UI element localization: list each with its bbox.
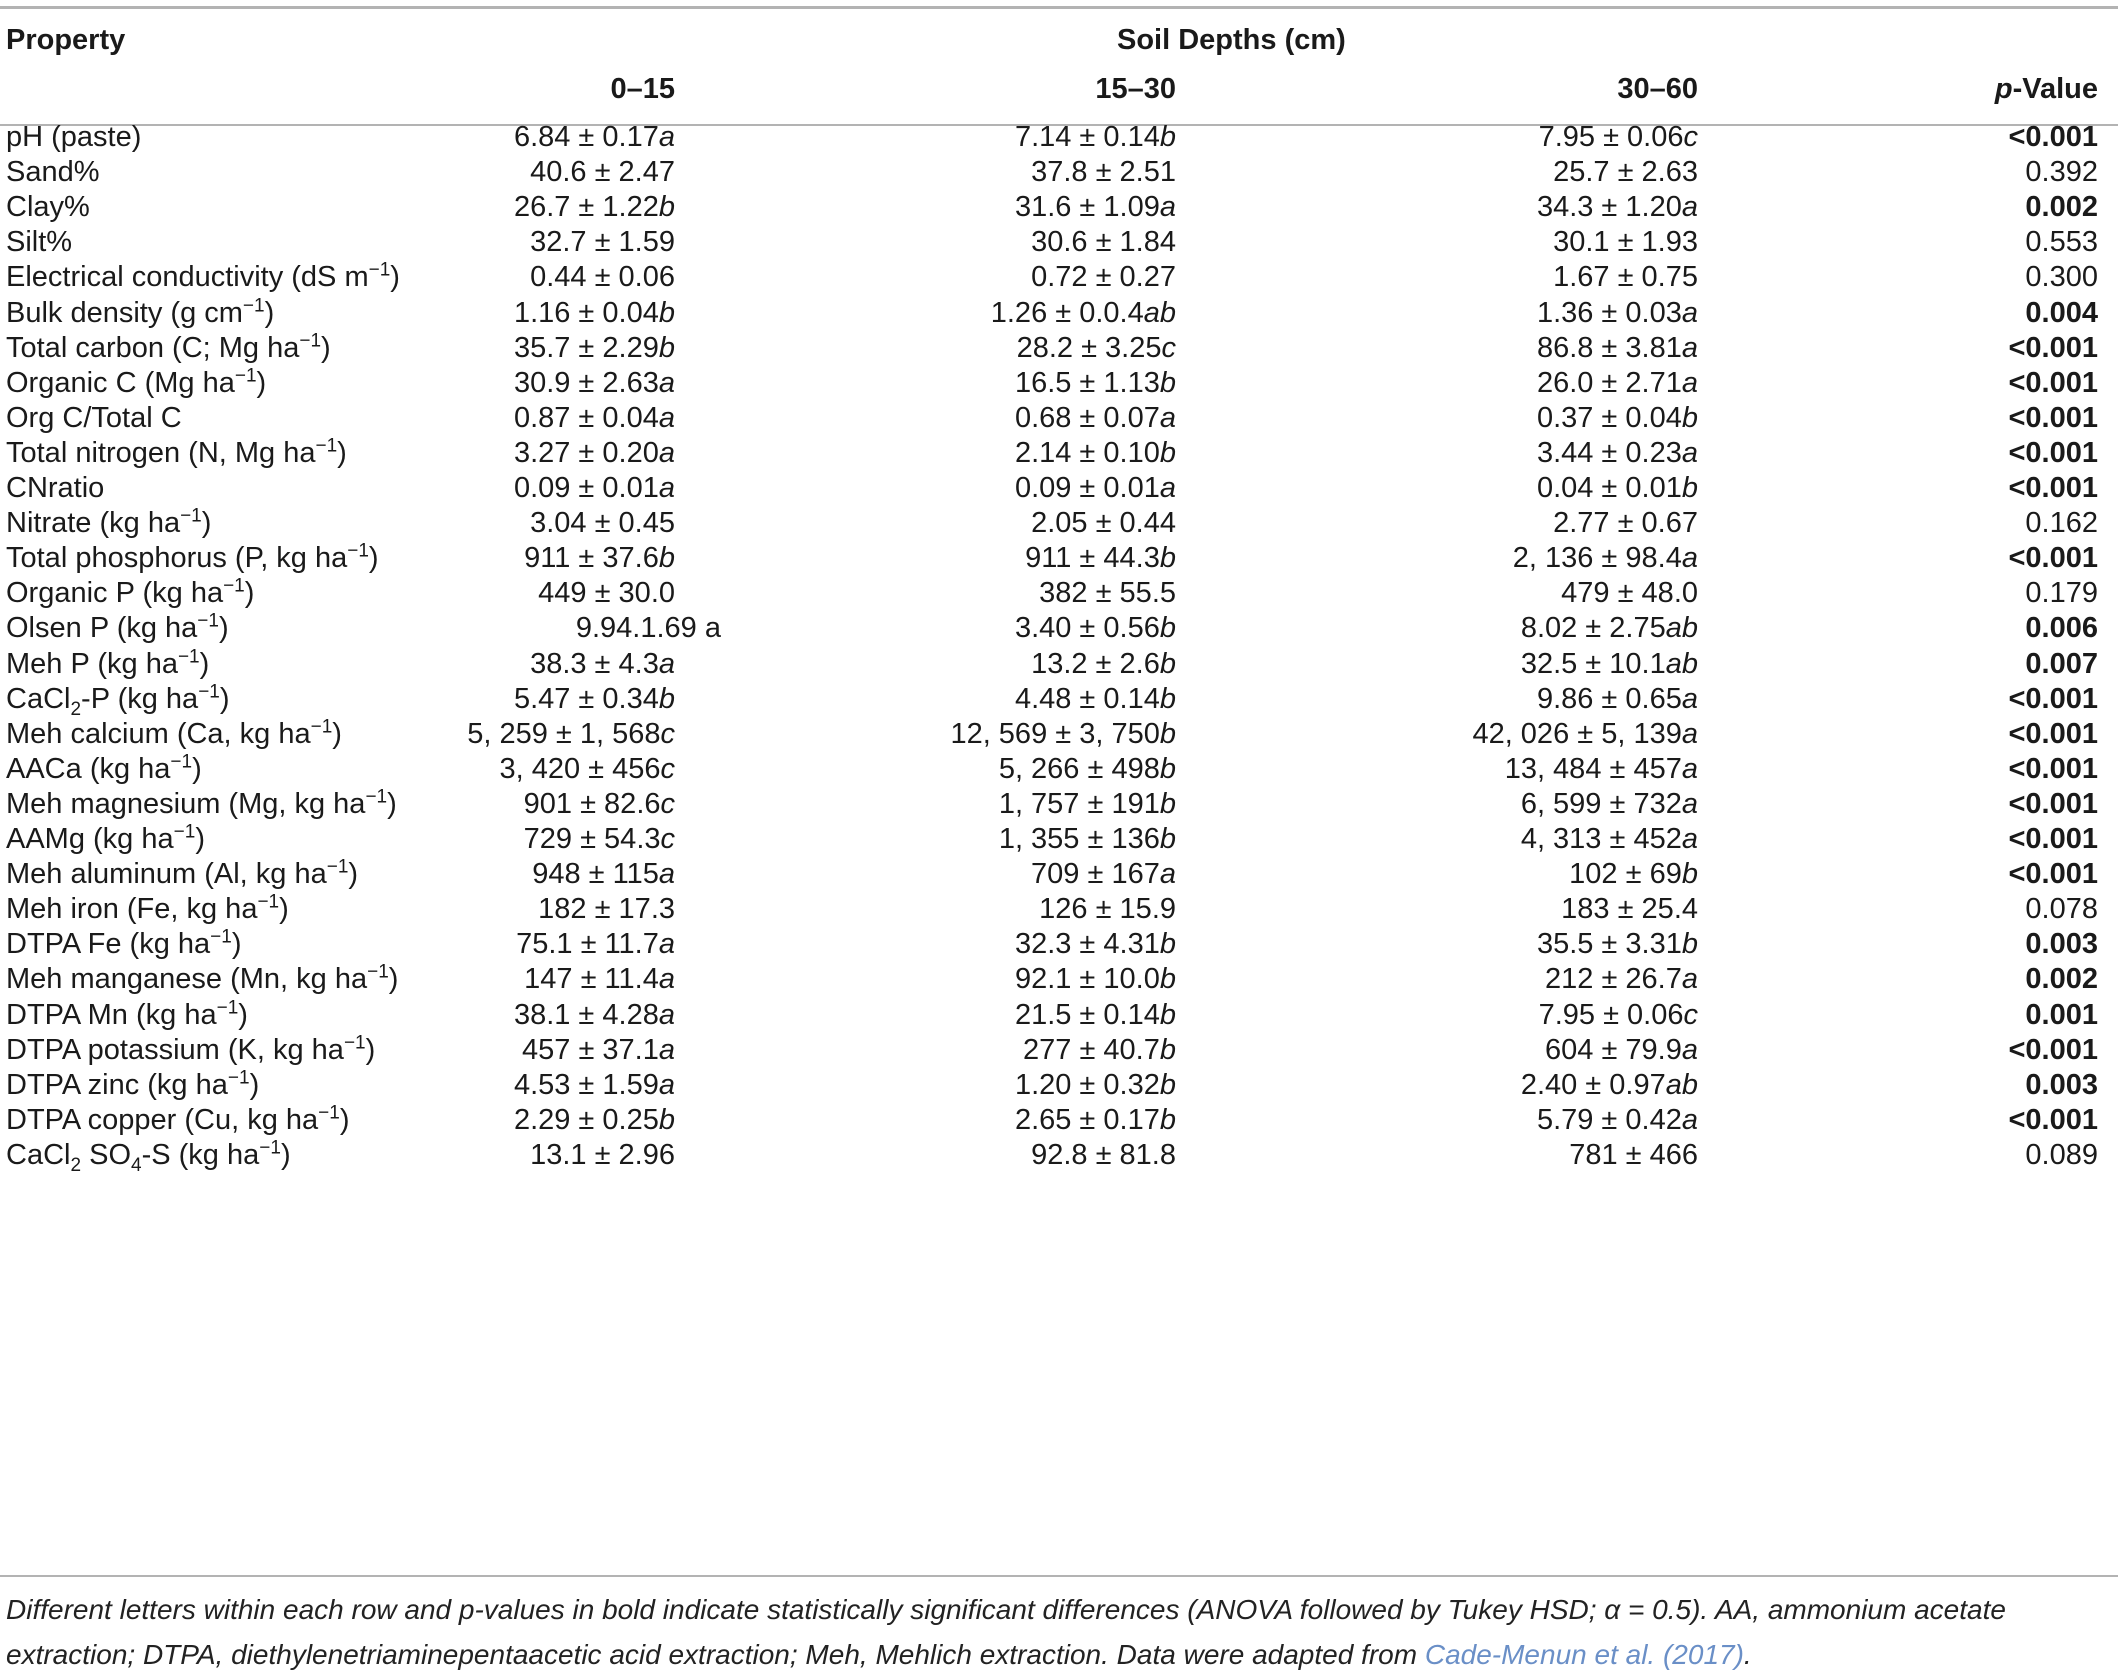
- value-mean-se: 0.72 ± 0.27: [1031, 261, 1176, 293]
- significance-letter: c: [660, 788, 675, 820]
- footnote-end: .: [1743, 1639, 1752, 1670]
- property-name-part: ): [201, 507, 212, 539]
- p-value: <0.001: [2008, 402, 2098, 434]
- p-value: <0.001: [2008, 718, 2098, 750]
- value-mean-se: 13, 484 ± 457: [1504, 753, 1682, 785]
- value-mean-se: 5.47 ± 0.34: [513, 683, 659, 715]
- value-cell: [1569, 1132, 1698, 1179]
- value-mean-se: 1.26 ± 0.0.4: [990, 297, 1144, 329]
- value-mean-se: 277 ± 40.7: [1023, 1034, 1160, 1066]
- significance-letter: b: [1681, 858, 1698, 890]
- property-name-part: −1: [227, 1067, 250, 1089]
- value-mean-se: 6, 599 ± 732: [1520, 788, 1682, 820]
- value-mean-se: 31.6 ± 1.09: [1014, 191, 1160, 223]
- value-mean-se: 12, 569 ± 3, 750: [950, 718, 1160, 750]
- value-mean-se: 6.84 ± 0.17: [513, 121, 659, 153]
- property-name-part: Meh manganese (Mn, kg ha: [6, 963, 368, 995]
- significance-letter: ab: [1665, 648, 1698, 680]
- value-mean-se: 457 ± 37.1: [522, 1034, 659, 1066]
- value-mean-se: 25.7 ± 2.63: [1553, 156, 1698, 188]
- value-mean-se: 2.14 ± 0.10: [1014, 437, 1160, 469]
- value-mean-se: 30.9 ± 2.63: [513, 367, 659, 399]
- property-name-part: Organic P (kg ha: [6, 577, 224, 609]
- bottom-rule: [0, 1575, 2118, 1577]
- significance-letter: b: [1159, 718, 1176, 750]
- value-mean-se: 2.65 ± 0.17: [1014, 1104, 1160, 1136]
- significance-letter: a: [658, 121, 675, 153]
- property-name-part: −1: [367, 961, 389, 983]
- property-name-part: Silt%: [6, 226, 73, 258]
- p-value: 0.004: [2025, 297, 2098, 329]
- property-name-part: ): [387, 788, 397, 820]
- value-mean-se: 35.7 ± 2.29: [513, 332, 659, 364]
- property-name-part: CaCl: [6, 1139, 71, 1171]
- significance-letter: a: [1159, 191, 1176, 223]
- value-cell: [530, 1132, 675, 1179]
- property-name-part: −1: [210, 926, 232, 948]
- property-name-part: −1: [197, 610, 219, 632]
- value-mean-se: 4, 313 ± 452: [1520, 823, 1682, 855]
- significance-letter: b: [1159, 1034, 1176, 1066]
- header-p-value: [1995, 66, 2098, 113]
- property-name-part: ): [219, 683, 230, 715]
- significance-letter: b: [1159, 753, 1176, 785]
- value-mean-se: 126 ± 15.9: [1039, 893, 1176, 925]
- property-name-part: ): [348, 858, 359, 890]
- property-name-part: −1: [173, 821, 196, 843]
- p-value: 0.553: [2025, 226, 2098, 258]
- property-name-part: −1: [177, 646, 200, 668]
- property-name-part: Total carbon (C; Mg ha: [6, 332, 300, 364]
- significance-letter: a: [658, 648, 675, 680]
- significance-letter: a: [1159, 858, 1176, 890]
- value-mean-se: 28.2 ± 3.25: [1016, 332, 1162, 364]
- property-name-part: ): [368, 542, 379, 574]
- value-mean-se: 183 ± 25.4: [1561, 893, 1698, 925]
- significance-letter: b: [658, 542, 675, 574]
- value-mean-se: 911 ± 44.3: [1025, 542, 1160, 574]
- value-mean-se: 1, 355 ± 136: [998, 823, 1160, 855]
- significance-letter: b: [1159, 928, 1176, 960]
- property-name-part: ): [279, 893, 289, 925]
- property-name-part: −1: [347, 540, 369, 562]
- property-name-part: −1: [223, 575, 245, 597]
- property-name-part: Total nitrogen (N, Mg ha: [6, 437, 316, 469]
- property-name-part: pH (paste): [6, 121, 142, 153]
- value-mean-se: 37.8 ± 2.51: [1031, 156, 1176, 188]
- value-mean-se: 38.3 ± 4.3: [530, 648, 659, 680]
- value-mean-se: 32.7 ± 1.59: [530, 226, 675, 258]
- property-name-part: ): [365, 1034, 376, 1066]
- value-mean-se: 7.14 ± 0.14: [1014, 121, 1160, 153]
- significance-letter: b: [1159, 367, 1176, 399]
- property-name-part: −1: [257, 891, 280, 913]
- p-value: 0.089: [2025, 1139, 2098, 1171]
- value-mean-se: 5, 266 ± 498: [998, 753, 1160, 785]
- property-name-part: Total phosphorus (P, kg ha: [6, 542, 348, 574]
- value-mean-se: 38.1 ± 4.28: [513, 999, 659, 1031]
- property-name-part: Meh calcium (Ca, kg ha: [6, 718, 311, 750]
- property-name-part: Meh P (kg ha: [6, 648, 178, 680]
- value-mean-se: 32.3 ± 4.31: [1014, 928, 1160, 960]
- value-mean-se: 7.95 ± 0.06: [1538, 999, 1684, 1031]
- p-value: 0.003: [2025, 1069, 2098, 1101]
- header-p-rest: -Value: [2012, 73, 2098, 105]
- significance-letter: b: [1159, 542, 1176, 574]
- value-mean-se: 0.44 ± 0.06: [530, 261, 675, 293]
- value-mean-se: 13.1 ± 2.96: [530, 1139, 675, 1171]
- value-mean-se: 3.04 ± 0.45: [530, 507, 675, 539]
- p-value: 0.300: [2025, 261, 2098, 293]
- significance-letter: a: [658, 999, 675, 1031]
- citation-link[interactable]: Cade-Menun et al. (2017): [1424, 1639, 1744, 1670]
- value-mean-se: 30.6 ± 1.84: [1031, 226, 1176, 258]
- value-mean-se: 729 ± 54.3: [523, 823, 661, 855]
- property-name-part: Org C/Total C: [6, 402, 182, 434]
- value-mean-se: 0.04 ± 0.01: [1536, 472, 1682, 504]
- p-value: <0.001: [2008, 1104, 2098, 1136]
- significance-letter: a: [658, 1034, 675, 1066]
- property-name-part: DTPA potassium (K, kg ha: [6, 1034, 344, 1066]
- value-mean-se: 40.6 ± 2.47: [530, 156, 675, 188]
- property-name-part: −1: [234, 365, 257, 387]
- property-name-part: −1: [259, 1137, 281, 1159]
- significance-letter: b: [1159, 437, 1176, 469]
- property-name-part: DTPA copper (Cu, kg ha: [6, 1104, 319, 1136]
- significance-letter: b: [1681, 472, 1698, 504]
- significance-letter: c: [660, 753, 675, 785]
- property-name-part: −1: [242, 295, 265, 317]
- property-name-part: AAMg (kg ha: [6, 823, 174, 855]
- significance-letter: a: [1681, 1104, 1698, 1136]
- p-value: <0.001: [2008, 332, 2098, 364]
- property-name-part: 4: [131, 1154, 142, 1176]
- header-depth-30-60: 30–60: [1617, 73, 1698, 105]
- property-name: [6, 1132, 291, 1179]
- property-name-part: −1: [299, 330, 322, 352]
- value-mean-se: 30.1 ± 1.93: [1553, 226, 1698, 258]
- value-mean-se: 16.5 ± 1.13: [1014, 367, 1160, 399]
- significance-letter: b: [1159, 612, 1176, 644]
- property-name-part: Clay%: [6, 191, 90, 223]
- value-mean-se: 75.1 ± 11.7: [516, 928, 659, 960]
- significance-letter: a: [1681, 718, 1698, 750]
- value-mean-se: 9.86 ± 0.65: [1536, 683, 1682, 715]
- property-name-part: −1: [326, 856, 349, 878]
- property-name-part: SO: [81, 1139, 132, 1171]
- value-mean-se: 5.79 ± 0.42: [1536, 1104, 1682, 1136]
- footnote-text: Different letters within each row and p-values in bold indicate statistically significant differences (ANOVA followed by Tukey HSD; α = 0.5). AA, ammonium acetate extraction; DTPA, diethylenetriaminepentaacetic acid extraction; Meh, Mehlich extraction. Data were adapted from: [6, 1594, 2006, 1670]
- value-mean-se: 102 ± 69: [1569, 858, 1682, 890]
- p-value: <0.001: [2008, 788, 2098, 820]
- significance-letter: a: [1681, 332, 1698, 364]
- value-mean-se: 901 ± 82.6: [523, 788, 661, 820]
- property-name-part: ): [238, 999, 248, 1031]
- value-mean-se: 147 ± 11.4: [524, 963, 659, 995]
- p-value: 0.003: [2025, 928, 2098, 960]
- property-name-part: ): [280, 1139, 291, 1171]
- property-name-part: ): [249, 1069, 260, 1101]
- significance-letter: b: [1159, 121, 1176, 153]
- property-name-part: 2: [70, 1154, 82, 1176]
- value-mean-se: 86.8 ± 3.81: [1536, 332, 1682, 364]
- value-mean-se: 21.5 ± 0.14: [1014, 999, 1160, 1031]
- p-value: <0.001: [2008, 753, 2098, 785]
- significance-letter: a: [1681, 788, 1698, 820]
- property-name-part: Olsen P (kg ha: [6, 612, 198, 644]
- property-name-part: −1: [368, 259, 391, 281]
- significance-letter: b: [1159, 683, 1176, 715]
- value-mean-se: 709 ± 167: [1031, 858, 1160, 890]
- value-mean-se: 2.29 ± 0.25: [513, 1104, 659, 1136]
- property-name-part: −1: [318, 1102, 340, 1124]
- value-mean-se: 1.20 ± 0.32: [1014, 1069, 1160, 1101]
- header-property: Property: [6, 24, 126, 56]
- significance-letter: a: [658, 1069, 675, 1101]
- significance-letter: a: [1159, 402, 1176, 434]
- value-mean-se: 781 ± 466: [1569, 1139, 1698, 1171]
- value-mean-se: 0.37 ± 0.04: [1536, 402, 1682, 434]
- value-mean-se: 911 ± 37.6: [524, 542, 659, 574]
- significance-letter: c: [1683, 999, 1698, 1031]
- property-name-part: -S (kg ha: [141, 1139, 260, 1171]
- property-name-part: Organic C (Mg ha: [6, 367, 235, 399]
- p-value: 0.002: [2025, 963, 2098, 995]
- p-value: <0.001: [2008, 367, 2098, 399]
- value-mean-se: 3.27 ± 0.20: [513, 437, 659, 469]
- property-name-part: ): [321, 332, 331, 364]
- value-mean-se: 0.68 ± 0.07: [1014, 402, 1160, 434]
- significance-letter: b: [658, 297, 675, 329]
- value-mean-se: 2.05 ± 0.44: [1031, 507, 1176, 539]
- property-name-part: ): [337, 437, 347, 469]
- significance-letter: a: [1159, 472, 1176, 504]
- significance-letter: b: [1159, 999, 1176, 1031]
- property-name-part: ): [332, 718, 342, 750]
- property-name-part: CaCl: [6, 683, 71, 715]
- value-mean-se: 1.16 ± 0.04: [513, 297, 659, 329]
- value-mean-se: 449 ± 30.0: [538, 577, 675, 609]
- property-name-part: −1: [198, 681, 220, 703]
- p-value: 0.006: [2025, 612, 2098, 644]
- property-name-part: 2: [70, 698, 82, 720]
- value-mean-se: 13.2 ± 2.6: [1031, 648, 1160, 680]
- property-name-part: DTPA Fe (kg ha: [6, 928, 211, 960]
- significance-letter: c: [660, 718, 675, 750]
- value-mean-se: 182 ± 17.3: [538, 893, 675, 925]
- property-name-part: ): [339, 1104, 350, 1136]
- p-value: 0.002: [2025, 191, 2098, 223]
- value-mean-se: 35.5 ± 3.31: [1536, 928, 1682, 960]
- property-name-part: DTPA zinc (kg ha: [6, 1069, 228, 1101]
- value-mean-se: 2.40 ± 0.97: [1520, 1069, 1666, 1101]
- property-name-part: -P (kg ha: [81, 683, 199, 715]
- value-mean-se: 92.8 ± 81.8: [1031, 1139, 1176, 1171]
- value-mean-se: 479 ± 48.0: [1561, 577, 1698, 609]
- significance-letter: a: [658, 928, 675, 960]
- property-name-part: ): [388, 963, 399, 995]
- value-mean-se: 604 ± 79.9: [1545, 1034, 1682, 1066]
- value-mean-se: 0.09 ± 0.01: [513, 472, 659, 504]
- property-name-part: −1: [315, 435, 338, 457]
- value-mean-se: 9.94.1.69 a: [575, 612, 721, 644]
- significance-letter: a: [658, 963, 675, 995]
- significance-letter: b: [1159, 823, 1176, 855]
- value-mean-se: 7.95 ± 0.06: [1538, 121, 1684, 153]
- p-value: 0.179: [2025, 577, 2098, 609]
- p-value: <0.001: [2008, 683, 2098, 715]
- significance-letter: b: [1681, 402, 1698, 434]
- header-depth-15-30: 15–30: [1095, 73, 1176, 105]
- value-mean-se: 1.36 ± 0.03: [1536, 297, 1682, 329]
- p-value: 0.078: [2025, 893, 2098, 925]
- value-mean-se: 382 ± 55.5: [1039, 577, 1176, 609]
- significance-letter: a: [1681, 367, 1698, 399]
- property-name-part: Meh iron (Fe, kg ha: [6, 893, 258, 925]
- property-name-part: ): [231, 928, 242, 960]
- property-name-part: Nitrate (kg ha: [6, 507, 181, 539]
- significance-letter: b: [1159, 1069, 1176, 1101]
- property-name-part: ): [264, 297, 275, 329]
- significance-letter: a: [1681, 437, 1698, 469]
- significance-letter: a: [658, 472, 675, 504]
- value-mean-se: 1.67 ± 0.75: [1553, 261, 1698, 293]
- property-name-part: ): [244, 577, 255, 609]
- value-mean-se: 4.48 ± 0.14: [1014, 683, 1160, 715]
- significance-letter: a: [658, 367, 675, 399]
- value-mean-se: 5, 259 ± 1, 568: [467, 718, 661, 750]
- property-name-part: −1: [180, 505, 202, 527]
- value-mean-se: 32.5 ± 10.1: [1520, 648, 1666, 680]
- significance-letter: b: [658, 683, 675, 715]
- property-name-part: ): [218, 612, 229, 644]
- property-name-part: ): [195, 823, 205, 855]
- property-name-part: Electrical conductivity (dS m: [6, 261, 369, 293]
- significance-letter: c: [1683, 121, 1698, 153]
- property-name-part: ): [192, 753, 202, 785]
- significance-letter: ab: [1143, 297, 1176, 329]
- significance-letter: a: [658, 402, 675, 434]
- significance-letter: a: [1681, 823, 1698, 855]
- value-mean-se: 2.77 ± 0.67: [1553, 507, 1698, 539]
- property-name-part: −1: [310, 716, 333, 738]
- value-mean-se: 4.53 ± 1.59: [513, 1069, 659, 1101]
- significance-letter: a: [1681, 191, 1698, 223]
- header-depth-0-15: 0–15: [610, 73, 675, 105]
- property-name-part: Bulk density (g cm: [6, 297, 243, 329]
- p-value: 0.001: [2025, 999, 2098, 1031]
- property-name-part: Sand%: [6, 156, 100, 188]
- value-mean-se: 8.02 ± 2.75: [1520, 612, 1666, 644]
- value-mean-se: 3.40 ± 0.56: [1014, 612, 1160, 644]
- significance-letter: a: [1681, 963, 1698, 995]
- property-name-part: ): [199, 648, 210, 680]
- significance-letter: b: [658, 1104, 675, 1136]
- significance-letter: c: [660, 823, 675, 855]
- p-value: <0.001: [2008, 121, 2098, 153]
- significance-letter: b: [1159, 788, 1176, 820]
- property-name-part: AACa (kg ha: [6, 753, 171, 785]
- value-mean-se: 948 ± 115: [532, 858, 659, 890]
- p-value: <0.001: [2008, 858, 2098, 890]
- table-footnote: [6, 1587, 2110, 1677]
- significance-letter: a: [1681, 542, 1698, 574]
- significance-letter: b: [658, 191, 675, 223]
- p-value: <0.001: [2008, 472, 2098, 504]
- value-mean-se: 3.44 ± 0.23: [1536, 437, 1682, 469]
- value-mean-se: 26.7 ± 1.22: [513, 191, 659, 223]
- value-mean-se: 212 ± 26.7: [1545, 963, 1682, 995]
- p-value: <0.001: [2008, 437, 2098, 469]
- p-value: 0.392: [2025, 156, 2098, 188]
- property-name-part: Meh aluminum (Al, kg ha: [6, 858, 327, 890]
- p-value: 0.007: [2025, 648, 2098, 680]
- value-mean-se: 2, 136 ± 98.4: [1512, 542, 1682, 574]
- property-name-part: −1: [216, 997, 239, 1019]
- significance-letter: b: [658, 332, 675, 364]
- value-mean-se: 1, 757 ± 191: [998, 788, 1160, 820]
- significance-letter: b: [1681, 928, 1698, 960]
- significance-letter: a: [658, 858, 675, 890]
- top-rule: [0, 6, 2118, 9]
- property-name-part: Meh magnesium (Mg, kg ha: [6, 788, 366, 820]
- value-cell: [1031, 1132, 1176, 1179]
- property-name-part: −1: [365, 786, 388, 808]
- p-value: <0.001: [2008, 542, 2098, 574]
- value-mean-se: 92.1 ± 10.0: [1014, 963, 1160, 995]
- p-value: <0.001: [2008, 823, 2098, 855]
- property-name-part: CNratio: [6, 472, 105, 504]
- significance-letter: b: [1159, 963, 1176, 995]
- value-mean-se: 42, 026 ± 5, 139: [1472, 718, 1682, 750]
- value-mean-se: 34.3 ± 1.20: [1536, 191, 1682, 223]
- value-mean-se: 0.87 ± 0.04: [513, 402, 659, 434]
- property-name-part: ): [256, 367, 267, 399]
- significance-letter: a: [1681, 1034, 1698, 1066]
- significance-letter: a: [1681, 753, 1698, 785]
- significance-letter: ab: [1665, 1069, 1698, 1101]
- value-mean-se: 0.09 ± 0.01: [1014, 472, 1160, 504]
- value-mean-se: 26.0 ± 2.71: [1536, 367, 1682, 399]
- significance-letter: a: [1681, 297, 1698, 329]
- p-value: 0.162: [2025, 507, 2098, 539]
- p-value: <0.001: [2008, 1034, 2098, 1066]
- significance-letter: ab: [1665, 612, 1698, 644]
- significance-letter: a: [1681, 683, 1698, 715]
- property-name-part: ): [390, 261, 400, 293]
- value-mean-se: 3, 420 ± 456: [499, 753, 661, 785]
- property-name-part: −1: [343, 1032, 366, 1054]
- significance-letter: a: [658, 437, 675, 469]
- property-name-part: −1: [170, 751, 193, 773]
- significance-letter: b: [1159, 648, 1176, 680]
- header-soil-depths: Soil Depths (cm): [1117, 24, 1346, 56]
- property-name-part: DTPA Mn (kg ha: [6, 999, 217, 1031]
- header-p-italic: p: [1994, 73, 2013, 105]
- significance-letter: b: [1159, 1104, 1176, 1136]
- significance-letter: c: [1161, 332, 1176, 364]
